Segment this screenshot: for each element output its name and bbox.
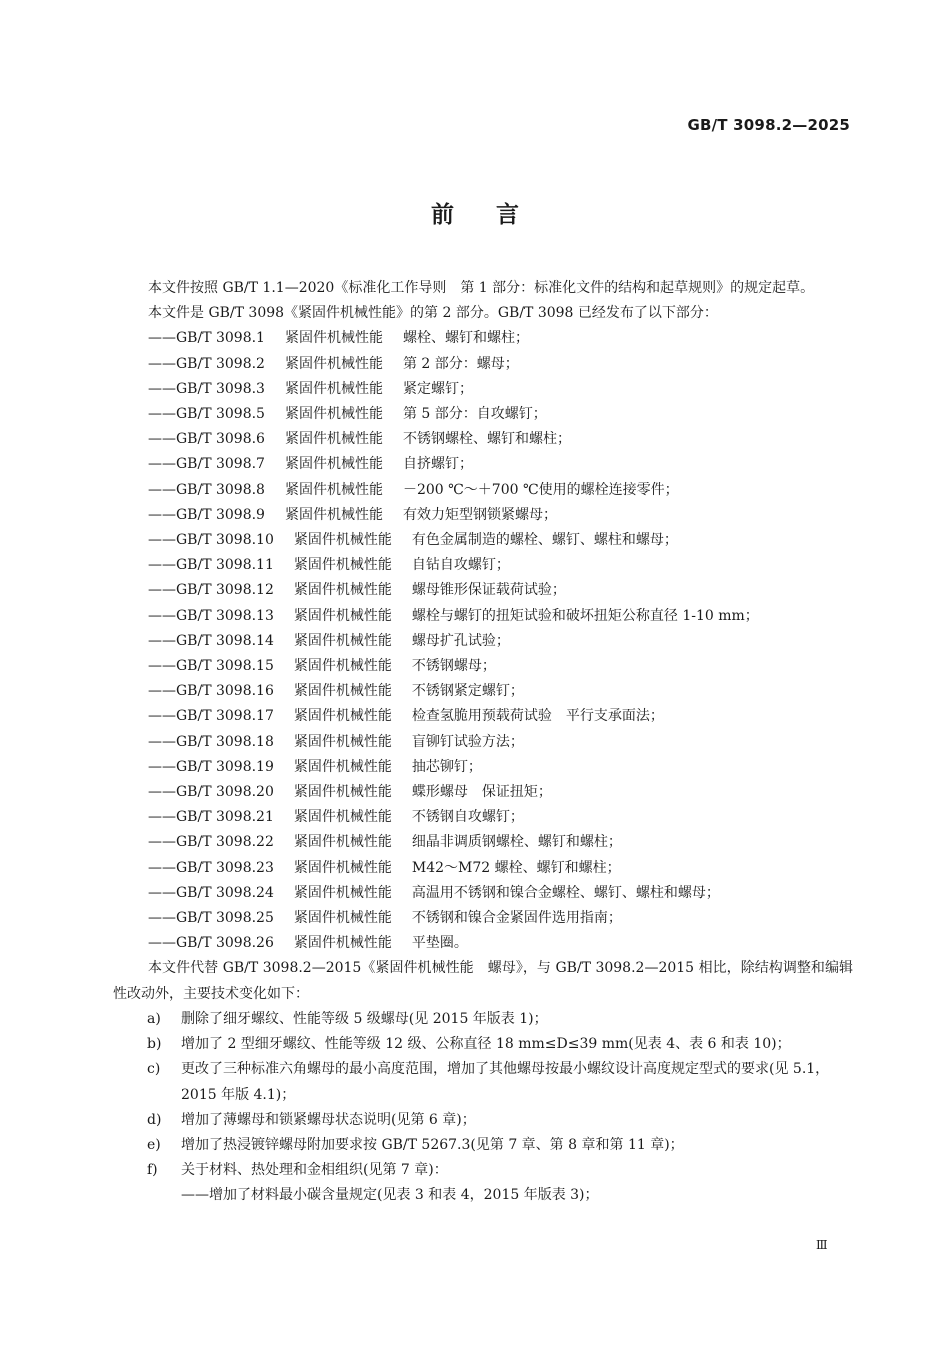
part-code: ——GB/T 3098.24	[148, 884, 274, 901]
change-text: 增加了热浸镀锌螺母附加要求按 GB/T 5267.3(见第 7 章、第 8 章和第 11 章)；	[181, 1136, 684, 1153]
list-item	[113, 881, 853, 906]
part-series: 紧固件机械性能	[293, 658, 392, 675]
change-marker: e)	[147, 1136, 161, 1153]
part-series: 紧固件机械性能	[293, 809, 392, 826]
list-item	[113, 578, 853, 603]
list-item	[113, 402, 853, 427]
list-item	[113, 755, 853, 780]
part-code: ——GB/T 3098.21	[148, 809, 274, 826]
part-title: 螺母扩孔试验；	[411, 632, 510, 649]
list-item	[113, 352, 853, 377]
part-code: ——GB/T 3098.11	[148, 557, 274, 574]
part-code: ——GB/T 3098.23	[148, 859, 274, 876]
list-item	[113, 931, 853, 956]
part-title: 紧定螺钉；	[402, 380, 473, 397]
list-item	[113, 452, 853, 477]
part-series: 紧固件机械性能	[293, 532, 392, 549]
part-series: 紧固件机械性能	[293, 935, 392, 952]
part-title: 自钻自攻螺钉；	[411, 557, 510, 574]
page-number: Ⅲ	[816, 1238, 828, 1252]
change-text: 关于材料、热处理和金相组织(见第 7 章)：	[181, 1162, 448, 1179]
sub-changes-list	[113, 1183, 853, 1208]
part-code: ——GB/T 3098.10	[148, 532, 274, 549]
part-series: 紧固件机械性能	[293, 683, 392, 700]
part-title: 螺栓与螺钉的扭矩试验和破坏扭矩公称直径 1-10 mm；	[411, 607, 759, 624]
part-title: 检查氢脆用预载荷试验 平行支承面法；	[411, 708, 664, 725]
part-title: 抽芯铆钉；	[411, 758, 482, 775]
change-item	[113, 1133, 853, 1158]
part-code: ——GB/T 3098.14	[148, 632, 274, 649]
changes-list	[113, 1007, 853, 1183]
change-text: 增加了 2 型细牙螺纹、性能等级 12 级、公称直径 18 mm≤D≤39 mm(见表 4、表 6 和表 10)；	[181, 1036, 791, 1053]
part-code: ——GB/T 3098.18	[148, 733, 274, 750]
part-title: －200 ℃～＋700 ℃使用的螺栓连接零件；	[402, 481, 679, 498]
part-title: 不锈钢紧定螺钉；	[411, 683, 524, 700]
part-title: 不锈钢螺母；	[411, 658, 496, 675]
part-code: ——GB/T 3098.19	[148, 758, 274, 775]
part-series: 紧固件机械性能	[293, 557, 392, 574]
part-series: 紧固件机械性能	[293, 859, 392, 876]
part-series: 紧固件机械性能	[284, 506, 383, 523]
change-text: 更改了三种标准六角螺母的最小高度范围，增加了其他螺母按最小螺纹设计高度规定型式的要求(见 5.1，2015 年版 4.1)；	[181, 1061, 830, 1103]
list-item	[113, 326, 853, 351]
part-code: ——GB/T 3098.2	[148, 355, 265, 372]
change-text: 增加了薄螺母和锁紧螺母状态说明(见第 6 章)；	[181, 1111, 476, 1128]
part-series: 紧固件机械性能	[293, 758, 392, 775]
part-series: 紧固件机械性能	[293, 607, 392, 624]
part-code: ——GB/T 3098.5	[148, 406, 265, 423]
list-item	[113, 856, 853, 881]
part-title: 自挤螺钉；	[402, 456, 473, 473]
part-title: 细晶非调质钢螺栓、螺钉和螺柱；	[411, 834, 622, 851]
page-title	[0, 196, 950, 229]
list-item	[113, 604, 853, 629]
part-code: ——GB/T 3098.26	[148, 935, 274, 952]
part-code: ——GB/T 3098.22	[148, 834, 274, 851]
part-title: 盲铆钉试验方法；	[411, 733, 524, 750]
part-series: 紧固件机械性能	[293, 834, 392, 851]
part-code: ——GB/T 3098.9	[148, 506, 265, 523]
part-code: ——GB/T 3098.7	[148, 456, 265, 473]
part-title: 第 5 部分：自攻螺钉；	[402, 406, 547, 423]
list-item	[113, 730, 853, 755]
part-title: 高温用不锈钢和镍合金螺栓、螺钉、螺柱和螺母；	[411, 884, 720, 901]
change-marker: a)	[147, 1010, 161, 1027]
list-item	[113, 679, 853, 704]
change-item	[113, 1158, 853, 1183]
part-code: ——GB/T 3098.3	[148, 380, 265, 397]
list-item	[113, 654, 853, 679]
list-item	[113, 830, 853, 855]
change-text: 删除了细牙螺纹、性能等级 5 级螺母(见 2015 年版表 1)；	[181, 1010, 548, 1027]
part-title: 不锈钢螺栓、螺钉和螺柱；	[402, 431, 571, 448]
part-series: 紧固件机械性能	[293, 582, 392, 599]
part-code: ——GB/T 3098.8	[148, 481, 265, 498]
part-code: ——GB/T 3098.17	[148, 708, 274, 725]
part-series: 紧固件机械性能	[284, 456, 383, 473]
change-marker: f)	[147, 1162, 158, 1179]
part-title: 蝶形螺母 保证扭矩；	[411, 784, 552, 801]
list-item	[113, 528, 853, 553]
change-marker: b)	[147, 1036, 162, 1053]
list-item	[113, 780, 853, 805]
change-item	[113, 1007, 853, 1032]
part-code: ——GB/T 3098.20	[148, 784, 274, 801]
part-series: 紧固件机械性能	[293, 733, 392, 750]
parts-list	[113, 326, 853, 956]
part-series: 紧固件机械性能	[293, 708, 392, 725]
title-char-2: 言	[496, 202, 519, 228]
document-body	[113, 276, 853, 1209]
intro-paragraph-1: 本文件按照 GB/T 1.1—2020《标准化工作导则 第 1 部分：标准化文件的结构和起草规则》的规定起草。	[148, 280, 815, 296]
part-series: 紧固件机械性能	[293, 632, 392, 649]
part-series: 紧固件机械性能	[293, 884, 392, 901]
part-title: 不锈钢自攻螺钉；	[411, 809, 524, 826]
part-code: ——GB/T 3098.15	[148, 658, 274, 675]
part-series: 紧固件机械性能	[284, 380, 383, 397]
part-code: ——GB/T 3098.25	[148, 910, 274, 927]
part-series: 紧固件机械性能	[284, 406, 383, 423]
change-item	[113, 1108, 853, 1133]
part-title: 有色金属制造的螺栓、螺钉、螺柱和螺母；	[411, 532, 678, 549]
part-code: ——GB/T 3098.12	[148, 582, 274, 599]
part-title: M42～M72 螺栓、螺钉和螺柱；	[411, 859, 621, 876]
list-item	[113, 427, 853, 452]
list-item	[113, 704, 853, 729]
change-marker: d)	[147, 1111, 162, 1128]
part-title: 螺栓、螺钉和螺柱；	[402, 330, 529, 347]
part-series: 紧固件机械性能	[284, 330, 383, 347]
replace-paragraph: 本文件代替 GB/T 3098.2—2015《紧固件机械性能 螺母》，与 GB/T 3098.2—2015 相比，除结构调整和编辑性改动外，主要技术变化如下：	[113, 960, 853, 1002]
list-item	[113, 553, 853, 578]
part-series: 紧固件机械性能	[284, 431, 383, 448]
part-title: 第 2 部分：螺母；	[402, 355, 519, 372]
title-char-1: 前	[431, 202, 454, 228]
part-title: 平垫圈。	[411, 935, 468, 952]
document-id: GB/T 3098.2—2025	[687, 116, 850, 134]
part-series: 紧固件机械性能	[293, 910, 392, 927]
change-item	[113, 1057, 853, 1107]
sub-change-item: ——增加了材料最小碳含量规定(见表 3 和表 4，2015 年版表 3)；	[181, 1187, 599, 1204]
part-series: 紧固件机械性能	[293, 784, 392, 801]
part-code: ——GB/T 3098.16	[148, 683, 274, 700]
list-item	[113, 906, 853, 931]
change-item	[113, 1032, 853, 1057]
part-title: 有效力矩型钢锁紧螺母；	[402, 506, 557, 523]
intro-paragraph-2: 本文件是 GB/T 3098《紧固件机械性能》的第 2 部分。GB/T 3098 已经发布了以下部分：	[148, 305, 718, 322]
part-code: ——GB/T 3098.13	[148, 607, 274, 624]
list-item	[113, 503, 853, 528]
part-code: ——GB/T 3098.1	[148, 330, 265, 347]
list-item	[113, 629, 853, 654]
list-item	[113, 478, 853, 503]
part-series: 紧固件机械性能	[284, 355, 383, 372]
part-title: 不锈钢和镍合金紧固件选用指南；	[411, 910, 622, 927]
list-item	[113, 377, 853, 402]
list-item	[113, 805, 853, 830]
part-code: ——GB/T 3098.6	[148, 431, 265, 448]
change-marker: c)	[147, 1061, 161, 1078]
part-series: 紧固件机械性能	[284, 481, 383, 498]
part-title: 螺母锥形保证载荷试验；	[411, 582, 566, 599]
